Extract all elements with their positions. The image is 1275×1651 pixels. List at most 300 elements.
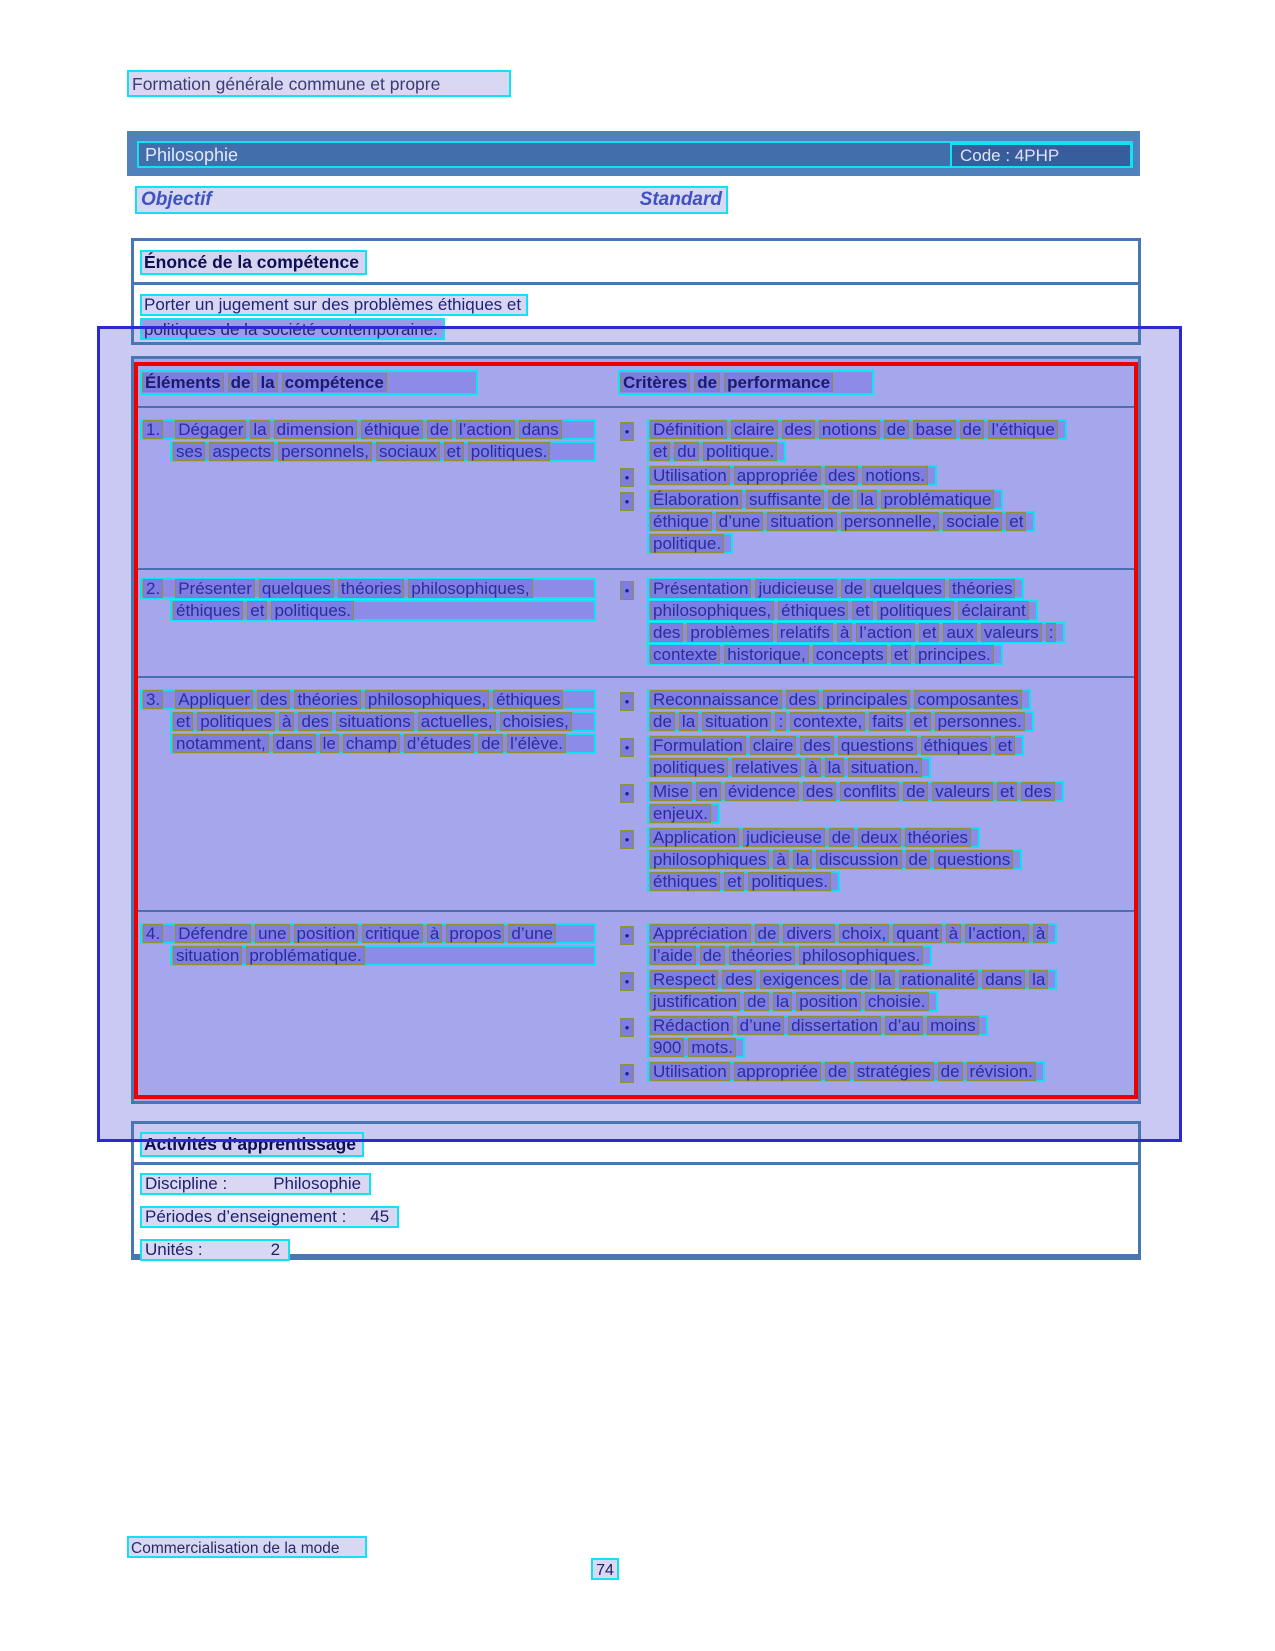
word-box: de bbox=[744, 992, 769, 1011]
word-box: personnes. bbox=[935, 712, 1025, 731]
word-box: une bbox=[255, 924, 289, 943]
word-box: des bbox=[800, 736, 833, 755]
word-box: contexte, bbox=[790, 712, 865, 731]
criteria-bullet-item bbox=[620, 1061, 1138, 1083]
word-box: de bbox=[829, 828, 854, 847]
word-box: à bbox=[773, 850, 788, 869]
text-line bbox=[647, 511, 1035, 532]
bullet-icon: • bbox=[620, 784, 634, 803]
word-box: dans bbox=[519, 420, 562, 439]
statement-line: politiques de la société contemporaine. bbox=[140, 318, 445, 340]
bullet-lines bbox=[647, 1015, 988, 1059]
word-box: appropriée bbox=[734, 466, 821, 485]
word-box: théories bbox=[949, 579, 1015, 598]
word-box: d’une bbox=[716, 512, 764, 531]
bullet-lines bbox=[647, 923, 1057, 967]
field-row bbox=[140, 1206, 1138, 1239]
word-box: sociaux bbox=[376, 442, 440, 461]
word-box: et bbox=[852, 601, 872, 620]
learning-activities-header: Activités d’apprentissage bbox=[140, 1132, 364, 1157]
word-box: la bbox=[679, 712, 698, 731]
word-box: enjeux. bbox=[650, 804, 711, 823]
criteria-bullet-item bbox=[620, 923, 1138, 967]
bullet-icon: • bbox=[620, 738, 634, 757]
word-box: judicieuse bbox=[743, 828, 825, 847]
word-box: personnels, bbox=[278, 442, 372, 461]
word-box: relatives bbox=[732, 758, 801, 777]
word-box: de bbox=[700, 946, 725, 965]
word-box: philosophiques, bbox=[365, 690, 489, 709]
word-box: claire bbox=[750, 736, 797, 755]
word-box: sociale bbox=[943, 512, 1002, 531]
word-box: et bbox=[650, 442, 670, 461]
criteria-bullet-item bbox=[620, 969, 1138, 1013]
word-box: de bbox=[906, 850, 931, 869]
word-box: et bbox=[997, 782, 1017, 801]
word-box: la bbox=[1029, 970, 1048, 989]
text-line bbox=[647, 849, 1022, 870]
word-box: situation. bbox=[848, 758, 922, 777]
word-box: Présenter bbox=[175, 579, 255, 598]
word-box: à bbox=[946, 924, 961, 943]
word-box: Reconnaissance bbox=[650, 690, 782, 709]
bullet-lines bbox=[647, 969, 1057, 1013]
word-box: de bbox=[828, 490, 853, 509]
bullet-icon: • bbox=[620, 422, 634, 441]
table-row bbox=[134, 678, 1138, 912]
word-box: ses bbox=[173, 442, 205, 461]
criteria-bullet-item bbox=[620, 781, 1138, 825]
competency-statement-header: Énoncé de la compétence bbox=[140, 250, 367, 275]
text-line bbox=[647, 1061, 1045, 1082]
word-box: la bbox=[257, 373, 277, 392]
word-box: principales bbox=[823, 690, 910, 709]
word-box: notions. bbox=[862, 466, 928, 485]
word-box: de bbox=[884, 420, 909, 439]
word-box: deux bbox=[858, 828, 901, 847]
text-line bbox=[170, 600, 596, 621]
word-box: d’au bbox=[885, 1016, 923, 1035]
word-box: politique. bbox=[650, 534, 724, 553]
bullet-icon: • bbox=[620, 468, 634, 487]
word-box: Formulation bbox=[650, 736, 746, 755]
word-box: moins bbox=[927, 1016, 978, 1035]
word-box: situation bbox=[173, 946, 242, 965]
statement-line: Porter un jugement sur des problèmes éthiques et bbox=[140, 294, 528, 316]
bullet-lines bbox=[647, 578, 1065, 666]
word-box: éthiques bbox=[778, 601, 848, 620]
word-box: politiques bbox=[197, 712, 275, 731]
word-box: performance bbox=[724, 373, 833, 392]
word-box: des bbox=[786, 690, 819, 709]
bullet-lines bbox=[647, 689, 1034, 733]
criteria-cell bbox=[608, 689, 1138, 910]
word-box: quelques bbox=[870, 579, 945, 598]
text-line bbox=[647, 533, 733, 554]
word-box: conflits bbox=[840, 782, 899, 801]
word-box: situation bbox=[702, 712, 771, 731]
bullet-lines bbox=[647, 465, 937, 487]
word-box: l’action bbox=[856, 623, 915, 642]
word-box: de bbox=[846, 970, 871, 989]
word-box: à bbox=[279, 712, 294, 731]
competency-table bbox=[131, 356, 1141, 1104]
word-box: actuelles, bbox=[418, 712, 496, 731]
word-box: valeurs bbox=[932, 782, 993, 801]
bullet-lines bbox=[647, 781, 1064, 825]
element-cell bbox=[134, 923, 608, 1099]
text-line bbox=[647, 803, 720, 824]
word-box: la bbox=[793, 850, 812, 869]
text-line bbox=[647, 945, 932, 966]
text-line bbox=[647, 827, 980, 848]
word-box: contexte bbox=[650, 645, 720, 664]
subject-title: Philosophie bbox=[137, 141, 1133, 168]
word-box: de bbox=[478, 734, 503, 753]
word-box: composantes bbox=[914, 690, 1021, 709]
criteria-cell bbox=[608, 923, 1138, 1099]
word-box: l’éthique bbox=[988, 420, 1057, 439]
word-box: 900 bbox=[650, 1038, 684, 1057]
word-box: philosophiques, bbox=[408, 579, 532, 598]
field-label: Discipline : bbox=[145, 1174, 228, 1193]
word-box: Utilisation bbox=[650, 1062, 730, 1081]
text-line bbox=[647, 1015, 988, 1036]
word-box: d’une bbox=[508, 924, 556, 943]
text-line bbox=[647, 1037, 745, 1058]
word-box: Dégager bbox=[175, 420, 246, 439]
word-box: Défendre bbox=[175, 924, 251, 943]
word-box: judicieuse bbox=[755, 579, 837, 598]
word-box: et bbox=[444, 442, 464, 461]
word-box: à bbox=[805, 758, 820, 777]
word-box: Mise bbox=[650, 782, 692, 801]
word-box: éthiques bbox=[921, 736, 991, 755]
bullet-icon: • bbox=[620, 492, 634, 511]
word-box: mots. bbox=[688, 1038, 736, 1057]
criteria-cell bbox=[608, 419, 1138, 568]
table-header-row bbox=[134, 359, 1138, 408]
word-box: philosophiques bbox=[650, 850, 769, 869]
word-box: Présentation bbox=[650, 579, 751, 598]
word-box: l’action bbox=[456, 420, 515, 439]
bullet-icon: • bbox=[620, 926, 634, 945]
word-box: éthiques bbox=[493, 690, 563, 709]
word-box: politique. bbox=[703, 442, 777, 461]
word-box: problématique bbox=[881, 490, 995, 509]
word-box: éthique bbox=[361, 420, 423, 439]
text-line bbox=[647, 923, 1057, 944]
word-box: à bbox=[427, 924, 442, 943]
word-box: 1. bbox=[143, 420, 163, 439]
competency-statement-header-row bbox=[134, 241, 1138, 285]
standard-heading: Standard bbox=[639, 189, 722, 210]
teaching-periods-field bbox=[140, 1206, 399, 1228]
text-line bbox=[170, 711, 596, 732]
text-line bbox=[647, 489, 1003, 510]
word-box: théories bbox=[338, 579, 404, 598]
word-box: politiques. bbox=[468, 442, 551, 461]
word-box: quant bbox=[893, 924, 942, 943]
text-line bbox=[647, 689, 1031, 710]
learning-activities-header-row bbox=[134, 1124, 1138, 1165]
objective-heading: Objectif bbox=[141, 189, 212, 210]
word-box: choisie. bbox=[865, 992, 929, 1011]
word-box: dissertation bbox=[788, 1016, 881, 1035]
word-box: Appréciation bbox=[650, 924, 751, 943]
word-box: dimension bbox=[274, 420, 358, 439]
bullet-icon: • bbox=[620, 581, 634, 600]
word-box: le bbox=[320, 734, 339, 753]
word-box: l’action, bbox=[965, 924, 1029, 943]
word-box: théories bbox=[294, 690, 360, 709]
word-box: la bbox=[875, 970, 894, 989]
word-box: aux bbox=[943, 623, 976, 642]
word-box: et bbox=[173, 712, 193, 731]
word-box: l’aide bbox=[650, 946, 696, 965]
bullet-icon: • bbox=[620, 1064, 634, 1083]
word-box: de bbox=[228, 373, 254, 392]
word-box: Respect bbox=[650, 970, 718, 989]
word-box: de bbox=[694, 373, 720, 392]
word-box: questions bbox=[934, 850, 1013, 869]
bullet-lines bbox=[647, 1061, 1045, 1083]
word-box: situation bbox=[767, 512, 836, 531]
element-cell bbox=[134, 689, 608, 910]
word-box: valeurs bbox=[981, 623, 1042, 642]
word-box: du bbox=[674, 442, 699, 461]
word-box: et bbox=[1006, 512, 1026, 531]
word-box: des bbox=[650, 623, 683, 642]
criteria-bullet-item bbox=[620, 827, 1138, 893]
word-box: éthiques bbox=[173, 601, 243, 620]
word-box: politiques bbox=[877, 601, 955, 620]
word-box: de bbox=[960, 420, 985, 439]
word-box: théories bbox=[729, 946, 795, 965]
word-box: divers bbox=[783, 924, 834, 943]
word-box: position bbox=[294, 924, 359, 943]
word-box: propos bbox=[446, 924, 504, 943]
word-box: et bbox=[891, 645, 911, 664]
word-box: révision. bbox=[967, 1062, 1036, 1081]
text-line bbox=[647, 781, 1064, 802]
criteria-bullet-item bbox=[620, 465, 1138, 487]
word-box: Élaboration bbox=[650, 490, 742, 509]
word-box: et bbox=[247, 601, 267, 620]
word-box: Critères bbox=[620, 373, 690, 392]
competency-statement-body bbox=[134, 285, 1138, 342]
word-box: notions bbox=[819, 420, 880, 439]
units-field bbox=[140, 1239, 290, 1261]
word-box: la bbox=[825, 758, 844, 777]
word-box: Appliquer bbox=[175, 690, 253, 709]
criteria-bullet-item bbox=[620, 578, 1138, 666]
table-row bbox=[134, 912, 1138, 1099]
word-box: position bbox=[796, 992, 861, 1011]
word-box: philosophiques, bbox=[650, 601, 774, 620]
word-box: aspects bbox=[209, 442, 274, 461]
course-code: Code : 4PHP bbox=[950, 143, 1132, 168]
text-line bbox=[647, 735, 1024, 756]
word-box: la bbox=[250, 420, 269, 439]
text-line bbox=[140, 578, 596, 599]
word-box: des bbox=[722, 970, 755, 989]
word-box: de bbox=[650, 712, 675, 731]
bullet-icon: • bbox=[620, 1018, 634, 1037]
word-box: historique, bbox=[724, 645, 808, 664]
word-box: appropriée bbox=[734, 1062, 821, 1081]
word-box: des bbox=[298, 712, 331, 731]
word-box: de bbox=[427, 420, 452, 439]
word-box: principes. bbox=[915, 645, 994, 664]
page-number: 74 bbox=[591, 1558, 619, 1580]
criteria-bullet-item bbox=[620, 489, 1138, 555]
field-value: 2 bbox=[270, 1240, 281, 1259]
word-box: la bbox=[857, 490, 876, 509]
word-box: théories bbox=[905, 828, 971, 847]
text-line bbox=[647, 622, 1065, 643]
word-box: dans bbox=[982, 970, 1025, 989]
word-box: personnelle, bbox=[841, 512, 940, 531]
text-line bbox=[140, 923, 596, 944]
word-box: de bbox=[938, 1062, 963, 1081]
word-box: stratégies bbox=[854, 1062, 934, 1081]
field-row bbox=[140, 1239, 1138, 1272]
element-cell bbox=[134, 419, 608, 568]
text-line bbox=[647, 578, 1024, 599]
bullet-lines bbox=[647, 827, 1022, 893]
word-box: éthique bbox=[650, 512, 712, 531]
table-row bbox=[134, 570, 1138, 678]
word-box: critique bbox=[362, 924, 423, 943]
word-box: des bbox=[257, 690, 290, 709]
column-header-elements bbox=[140, 370, 478, 395]
text-line bbox=[170, 945, 596, 966]
word-box: de bbox=[841, 579, 866, 598]
element-cell bbox=[134, 578, 608, 676]
table-row bbox=[134, 408, 1138, 570]
field-row bbox=[140, 1173, 1138, 1206]
text-line bbox=[140, 689, 596, 710]
word-box: à bbox=[837, 623, 852, 642]
text-line bbox=[647, 969, 1057, 990]
criteria-bullet-item bbox=[620, 689, 1138, 733]
text-line bbox=[170, 441, 596, 462]
title-bar bbox=[127, 131, 1140, 176]
footer-program-label: Commercialisation de la mode bbox=[127, 1536, 367, 1558]
word-box: questions bbox=[838, 736, 917, 755]
word-box: base bbox=[913, 420, 956, 439]
word-box: choix, bbox=[839, 924, 889, 943]
word-box: rationalité bbox=[899, 970, 979, 989]
word-box: notamment, bbox=[173, 734, 269, 753]
criteria-cell bbox=[608, 578, 1138, 676]
criteria-bullet-item bbox=[620, 419, 1138, 463]
word-box: problématique. bbox=[246, 946, 364, 965]
word-box: d’études bbox=[404, 734, 474, 753]
text-line bbox=[647, 600, 1038, 621]
word-box: philosophiques. bbox=[799, 946, 923, 965]
criteria-bullet-item bbox=[620, 1015, 1138, 1059]
word-box: et bbox=[919, 623, 939, 642]
word-box: choisies, bbox=[500, 712, 572, 731]
word-box: exigences bbox=[760, 970, 843, 989]
field-value: Philosophie bbox=[273, 1174, 362, 1193]
word-box: situations bbox=[336, 712, 414, 731]
word-box: Application bbox=[650, 828, 739, 847]
word-box: de bbox=[825, 1062, 850, 1081]
word-box: éclairant bbox=[958, 601, 1028, 620]
word-box: concepts bbox=[813, 645, 887, 664]
word-box: des bbox=[803, 782, 836, 801]
word-box: dans bbox=[273, 734, 316, 753]
word-box: d’une bbox=[737, 1016, 785, 1035]
field-value: 45 bbox=[370, 1207, 390, 1226]
bullet-icon: • bbox=[620, 972, 634, 991]
word-box: Définition bbox=[650, 420, 727, 439]
discipline-field bbox=[140, 1173, 371, 1195]
word-box: justification bbox=[650, 992, 740, 1011]
text-line bbox=[647, 644, 1003, 665]
text-line bbox=[647, 991, 938, 1012]
word-box: politiques bbox=[650, 758, 728, 777]
bullet-icon: • bbox=[620, 830, 634, 849]
section-label: Formation générale commune et propre bbox=[127, 70, 511, 97]
word-box: des bbox=[782, 420, 815, 439]
word-box: 4. bbox=[143, 924, 163, 943]
word-box: Éléments bbox=[142, 373, 224, 392]
bullet-lines bbox=[647, 419, 1067, 463]
bullet-icon: • bbox=[620, 692, 634, 711]
word-box: : bbox=[775, 712, 786, 731]
word-box: de bbox=[903, 782, 928, 801]
word-box: 3. bbox=[143, 690, 163, 709]
word-box: Utilisation bbox=[650, 466, 730, 485]
word-box: à bbox=[1033, 924, 1048, 943]
word-box: et bbox=[995, 736, 1015, 755]
text-line bbox=[647, 441, 786, 462]
word-box: et bbox=[724, 872, 744, 891]
word-box: la bbox=[773, 992, 792, 1011]
word-box: : bbox=[1046, 623, 1057, 642]
word-box: discussion bbox=[816, 850, 901, 869]
word-box: des bbox=[825, 466, 858, 485]
criteria-bullet-item bbox=[620, 735, 1138, 779]
word-box: politiques. bbox=[271, 601, 354, 620]
word-box: l’élève. bbox=[507, 734, 566, 753]
bullet-lines bbox=[647, 489, 1035, 555]
word-box: de bbox=[755, 924, 780, 943]
word-box: champ bbox=[343, 734, 400, 753]
field-label: Unités : bbox=[145, 1240, 203, 1259]
learning-activities-body bbox=[134, 1165, 1138, 1272]
word-box: politiques. bbox=[748, 872, 831, 891]
word-box: suffisante bbox=[746, 490, 824, 509]
word-box: évidence bbox=[725, 782, 799, 801]
word-box: 2. bbox=[143, 579, 163, 598]
bullet-lines bbox=[647, 735, 1024, 779]
text-line bbox=[647, 465, 937, 486]
field-label: Périodes d’enseignement : bbox=[145, 1207, 347, 1226]
word-box: éthiques bbox=[650, 872, 720, 891]
column-header-criteria bbox=[618, 370, 874, 395]
word-box: problèmes bbox=[687, 623, 772, 642]
objective-standard-heading bbox=[135, 186, 728, 214]
word-box: faits bbox=[869, 712, 906, 731]
word-box: et bbox=[910, 712, 930, 731]
text-line bbox=[647, 757, 931, 778]
word-box: Rédaction bbox=[650, 1016, 733, 1035]
